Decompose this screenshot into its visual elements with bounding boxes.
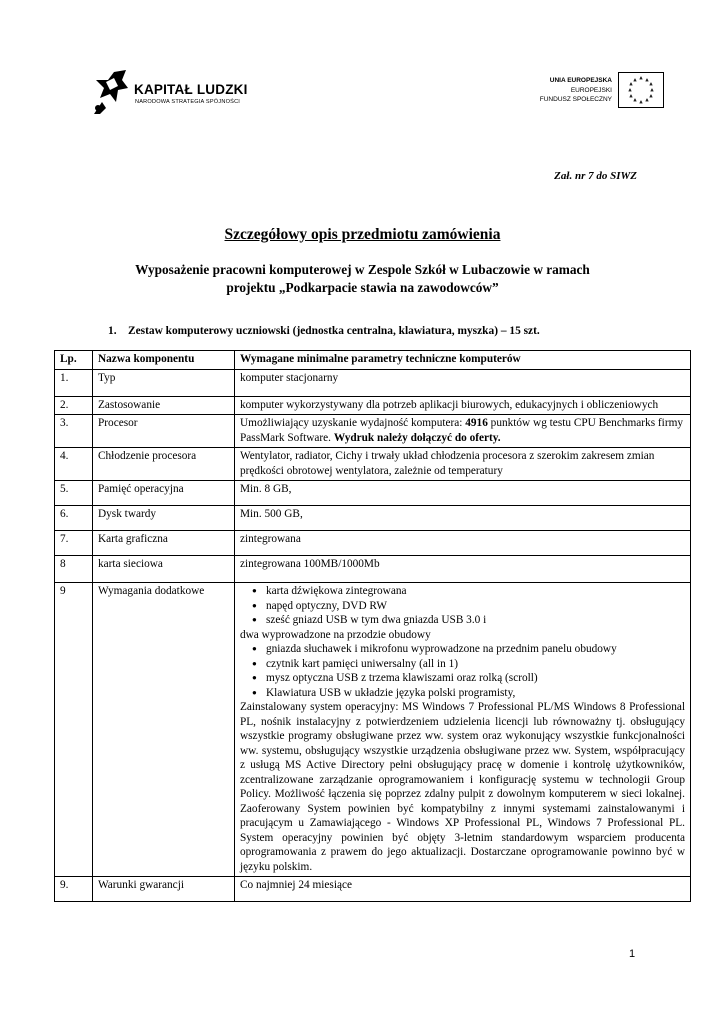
cell-lp: 5. — [55, 481, 93, 506]
cell-name: Zastosowanie — [93, 396, 235, 415]
table-row — [55, 448, 691, 481]
table-row — [55, 396, 691, 415]
table-row — [55, 369, 691, 396]
cell-name: Warunki gwarancji — [93, 877, 235, 902]
table-row — [55, 583, 691, 877]
cell-lp: 9 — [55, 583, 93, 877]
cell-value — [235, 415, 691, 448]
cell-name: Typ — [93, 369, 235, 396]
cell-value: zintegrowana — [235, 531, 691, 556]
set-number: 1. — [108, 325, 117, 337]
cell-lp: 2. — [55, 396, 93, 415]
kapital-ludzki-subtitle: NARODOWA STRATEGIA SPÓJNOŚCI — [135, 99, 241, 105]
usb-continuation: dwa wyprowadzone na przodzie obudowy — [240, 628, 431, 641]
table-header-row — [55, 351, 691, 370]
cell-name: Chłodzenie procesora — [93, 448, 235, 481]
eu-line-2: EUROPEJSKI — [570, 86, 612, 94]
kapital-ludzki-logo — [92, 68, 252, 118]
subtitle — [0, 261, 725, 297]
table-row — [55, 531, 691, 556]
attachment-label: Zał. nr 7 do SIWZ — [554, 170, 637, 182]
cell-value — [235, 583, 691, 877]
eu-logo-text — [540, 76, 612, 105]
list-item: ● gniazda słuchawek i mikrofonu wyprowadzone na przednim panelu obudowy — [266, 642, 685, 657]
cpu-text-a: Umożliwiający uzyskanie wydajność komputera: — [240, 417, 466, 429]
requirements-list — [240, 584, 685, 628]
cell-lp: 3. — [55, 415, 93, 448]
list-item: ● czytnik kart pamięci uniwersalny (all in 1) — [266, 657, 685, 672]
subtitle-line-2: projektu „Podkarpacie stawia na zawodowców” — [226, 280, 499, 295]
subtitle-line-1: Wyposażenie pracowni komputerowej w Zespole Szkół w Lubaczowie w ramach — [135, 262, 590, 277]
os-requirements-paragraph: Zainstalowany system operacyjny: MS Windows 7 Professional PL/MS Windows 8 Professional PL, nośnik instalacyjny z potwierdzeniem udzielenia licencji lub równoważny tj. obsługujący wszystkie programy obsługiwane przez ww. system oraz wykonujący wszystkie funkcjonalności ww. systemu, obsługujący wszystkie urządzenia obsługiwane przez ww. System, współpracujący z usługą MS Active Directory pełni obsługujący pracę w domenie i kontrolę użytkowników, zcentralizowane zarządzanie oprogramowaniem i konfigurację systemu w technologii Group Policy. Możliwość łączenia się poprzez zdalny pulpit z dowolnym komputerem w sieci lokalnej. Zaoferowany System powinien być kompatybilny z innymi systemami zainstalowanymi i pracującym u Zamawiającego - Windows XP Professional PL, Windows 7 Professional PL. System operacyjny powinien być objęty 3-letnim standardowym wsparciem producenta oprogramowania z prawem do jego aktualizacji. Dostarczane oprogramowanie powinno być w języku polskim. — [240, 701, 685, 873]
eu-line-1: UNIA EUROPEJSKA — [549, 77, 612, 84]
cell-name: Wymagania dodatkowe — [93, 583, 235, 877]
list-item: ● karta dźwiękowa zintegrowana — [266, 584, 685, 599]
cell-value: komputer stacjonarny — [235, 369, 691, 396]
kapital-ludzki-title: KAPITAŁ LUDZKI — [134, 82, 248, 97]
table-row — [55, 556, 691, 583]
cpu-score: 4916 — [465, 417, 488, 429]
set-label: Zestaw komputerowy uczniowski (jednostka centralna, klawiatura, myszka) – 15 szt. — [128, 325, 540, 337]
header-component: Nazwa komponentu — [93, 351, 235, 370]
header-parameters: Wymagane minimalne parametry techniczne komputerów — [235, 351, 691, 370]
cell-lp: 8 — [55, 556, 93, 583]
cell-name: Karta graficzna — [93, 531, 235, 556]
table-row — [55, 415, 691, 448]
cell-name: Dysk twardy — [93, 506, 235, 531]
cell-value: Min. 8 GB, — [235, 481, 691, 506]
cell-lp: 9. — [55, 877, 93, 902]
table-row — [55, 877, 691, 902]
cell-lp: 4. — [55, 448, 93, 481]
list-item: ● sześć gniazd USB w tym dwa gniazda USB 3.0 i — [266, 613, 685, 628]
page-title: Szczegółowy opis przedmiotu zamówienia — [224, 226, 501, 243]
eu-line-3: FUNDUSZ SPOŁECZNY — [539, 96, 612, 103]
cpu-text-c: punktów wg testu CPU Benchmarks firmy PassMark Software. — [240, 417, 684, 444]
eu-flag-icon — [618, 72, 664, 108]
table-row — [55, 506, 691, 531]
cell-name: Procesor — [93, 415, 235, 448]
header-lp: Lp. — [55, 351, 93, 370]
list-item: ● napęd optyczny, DVD RW — [266, 599, 685, 614]
cell-name: karta sieciowa — [93, 556, 235, 583]
cell-value: komputer wykorzystywany dla potrzeb aplikacji biurowych, edukacyjnych i obliczeniowych — [235, 396, 691, 415]
set-heading — [108, 325, 540, 337]
cpu-printout-note: Wydruk należy dołączyć do oferty. — [333, 431, 501, 444]
specification-table — [54, 350, 691, 902]
list-item: ● Klawiatura USB w układzie języka polski programisty, — [266, 686, 685, 701]
cell-lp: 6. — [55, 506, 93, 531]
eu-logo — [512, 72, 664, 112]
cell-name: Pamięć operacyjna — [93, 481, 235, 506]
cell-lp: 1. — [55, 369, 93, 396]
requirements-list-2 — [240, 642, 685, 700]
cell-value: zintegrowana 100MB/1000Mb — [235, 556, 691, 583]
table-row — [55, 481, 691, 506]
cell-value: Wentylator, radiator, Cichy i trwały układ chłodzenia procesora z szerokim zakresem zmian prędkości obrotowej wentylatora, zależnie od temperatury — [235, 448, 691, 481]
cell-value: Co najmniej 24 miesiące — [235, 877, 691, 902]
cell-value: Min. 500 GB, — [235, 506, 691, 531]
kapital-ludzki-emblem-icon — [92, 68, 130, 116]
cell-lp: 7. — [55, 531, 93, 556]
page-number: 1 — [629, 948, 636, 960]
list-item: ● mysz optyczna USB z trzema klawiszami oraz rolką (scroll) — [266, 671, 685, 686]
